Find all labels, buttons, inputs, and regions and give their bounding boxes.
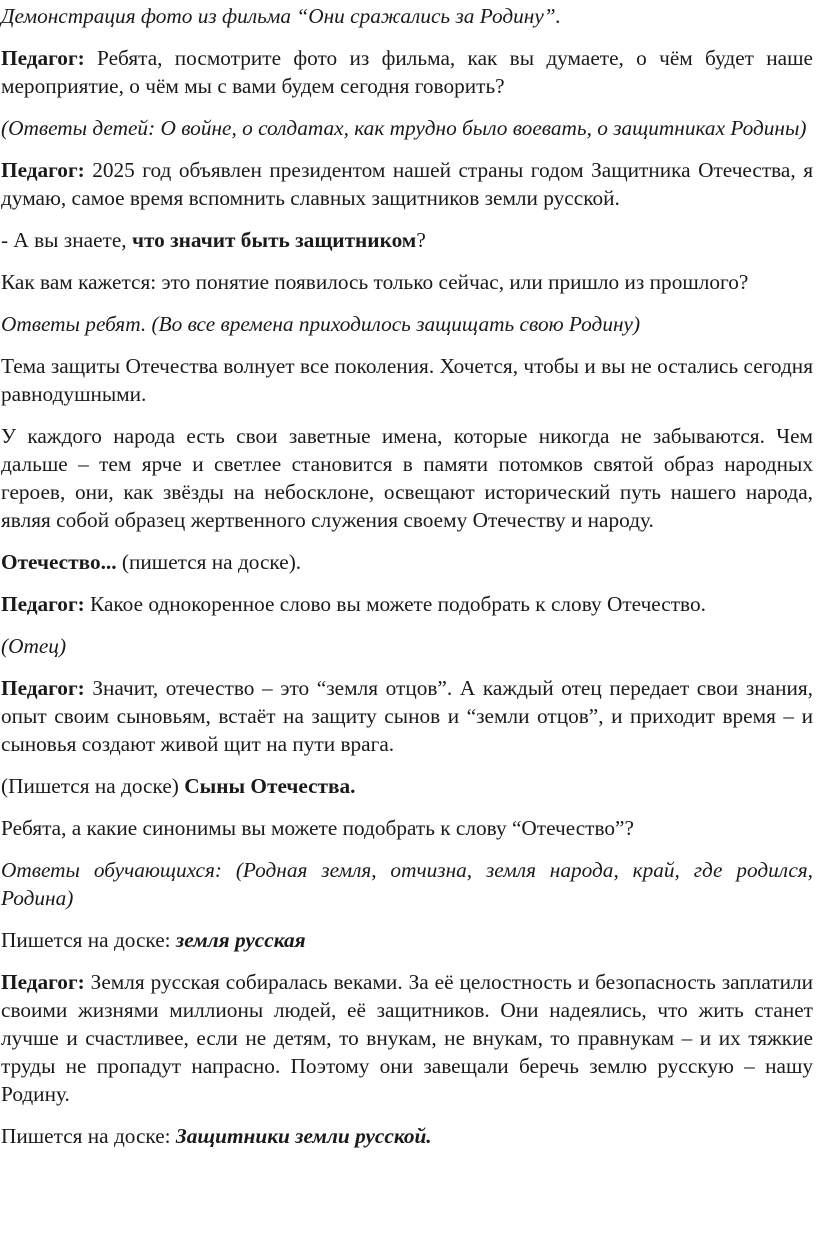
synonyms-question-paragraph <box>1 814 813 842</box>
text-run: Тема защиты Отечества волнует все поколения. Хочется, чтобы и вы не остались сегодня равнодушными. <box>1 354 813 406</box>
russian-land-board-paragraph <box>1 926 813 954</box>
teacher-question-paragraph <box>1 44 813 100</box>
text-run: Пишется на доске: <box>1 928 176 952</box>
text-run: (Пишется на доске) <box>1 774 185 798</box>
text-run: Ребята, посмотрите фото из фильма, как вы думаете, о чём будет наше мероприятие, о чём мы с вами будем сегодня говорить? <box>1 46 813 98</box>
defender-question-paragraph <box>1 226 813 254</box>
speaker-label: Педагог: <box>1 592 85 616</box>
bold-phrase: что значит быть защитником <box>131 228 417 252</box>
theme-paragraph <box>1 352 813 408</box>
heroes-paragraph <box>1 422 813 534</box>
fatherland-board-paragraph <box>1 548 813 576</box>
speaker-label: Педагог: <box>1 970 85 994</box>
text-run: Пишется на доске: <box>1 1124 176 1148</box>
concept-question-paragraph <box>1 268 813 296</box>
text-run: Демонстрация фото из фильма “Они сражались за Родину”. <box>1 4 561 28</box>
text-run: (Отец) <box>1 634 67 658</box>
father-answer-paragraph <box>1 632 813 660</box>
teacher-russian-land-paragraph <box>1 968 813 1108</box>
text-run: Земля русская собиралась веками. За её целостность и безопасность заплатили своими жизнями миллионы людей, её защитников. Они надеялись, что жить станет лучше и счастливее, если не детям, то внукам, не внукам, то правнукам – и их тяжкие труды не пропадут напрасно. Поэтому они завещали беречь землю русскую – нашу Родину. <box>1 970 813 1106</box>
text-run: У каждого народа есть свои заветные имена, которые никогда не забываются. Чем дальше – тем ярче и светлее становится в памяти потомков святой образ народных героев, они, как звёзды на небосклоне, освещают исторический путь нашего народа, являя собой образец жертвенного служения своему Отечеству и народу. <box>1 424 813 532</box>
bold-phrase: Сыны Отечества. <box>184 774 356 798</box>
text-run: (Ответы детей: О войне, о солдатах, как трудно было воевать, о защитниках Родины) <box>1 116 807 140</box>
text-run: 2025 год объявлен президентом нашей страны годом Защитника Отечества, я думаю, самое время вспомнить славных защитников земли русской. <box>1 158 813 210</box>
teacher-year-paragraph <box>1 156 813 212</box>
speaker-label: Педагог: <box>1 158 85 182</box>
teacher-root-word-paragraph <box>1 590 813 618</box>
students-answers-paragraph <box>1 856 813 912</box>
children-answers-paragraph <box>1 114 813 142</box>
bold-italic-phrase: земля русская <box>175 928 306 952</box>
bold-italic-phrase: Защитники земли русской. <box>175 1124 432 1148</box>
text-run: Как вам кажется: это понятие появилось только сейчас, или пришло из прошлого? <box>1 270 749 294</box>
speaker-label: Педагог: <box>1 46 85 70</box>
text-run: (пишется на доске). <box>116 550 302 574</box>
speaker-label: Педагог: <box>1 676 85 700</box>
text-run: ? <box>416 228 426 252</box>
sons-board-paragraph <box>1 772 813 800</box>
text-run: Значит, отечество – это “земля отцов”. А каждый отец передает свои знания, опыт своим сыновьям, встаёт на защиту сынов и “земли отцов”, и приходит время – и сыновья создают живой щит на пути врага. <box>1 676 813 756</box>
text-run: Какое однокоренное слово вы можете подобрать к слову Отечество. <box>84 592 706 616</box>
intro-photo-caption <box>1 2 813 30</box>
text-run: Ответы ребят. (Во все времена приходилось защищать свою Родину) <box>1 312 641 336</box>
text-run: - А вы знаете, <box>1 228 132 252</box>
kids-answers-paragraph <box>1 310 813 338</box>
text-run: Ребята, а какие синонимы вы можете подобрать к слову “Отечество”? <box>1 816 634 840</box>
bold-phrase: Отечество... <box>1 550 117 574</box>
text-run: Ответы обучающихся: (Родная земля, отчизна, земля народа, край, где родился, Родина) <box>1 858 813 910</box>
defenders-board-paragraph <box>1 1122 813 1150</box>
teacher-fathers-land-paragraph <box>1 674 813 758</box>
